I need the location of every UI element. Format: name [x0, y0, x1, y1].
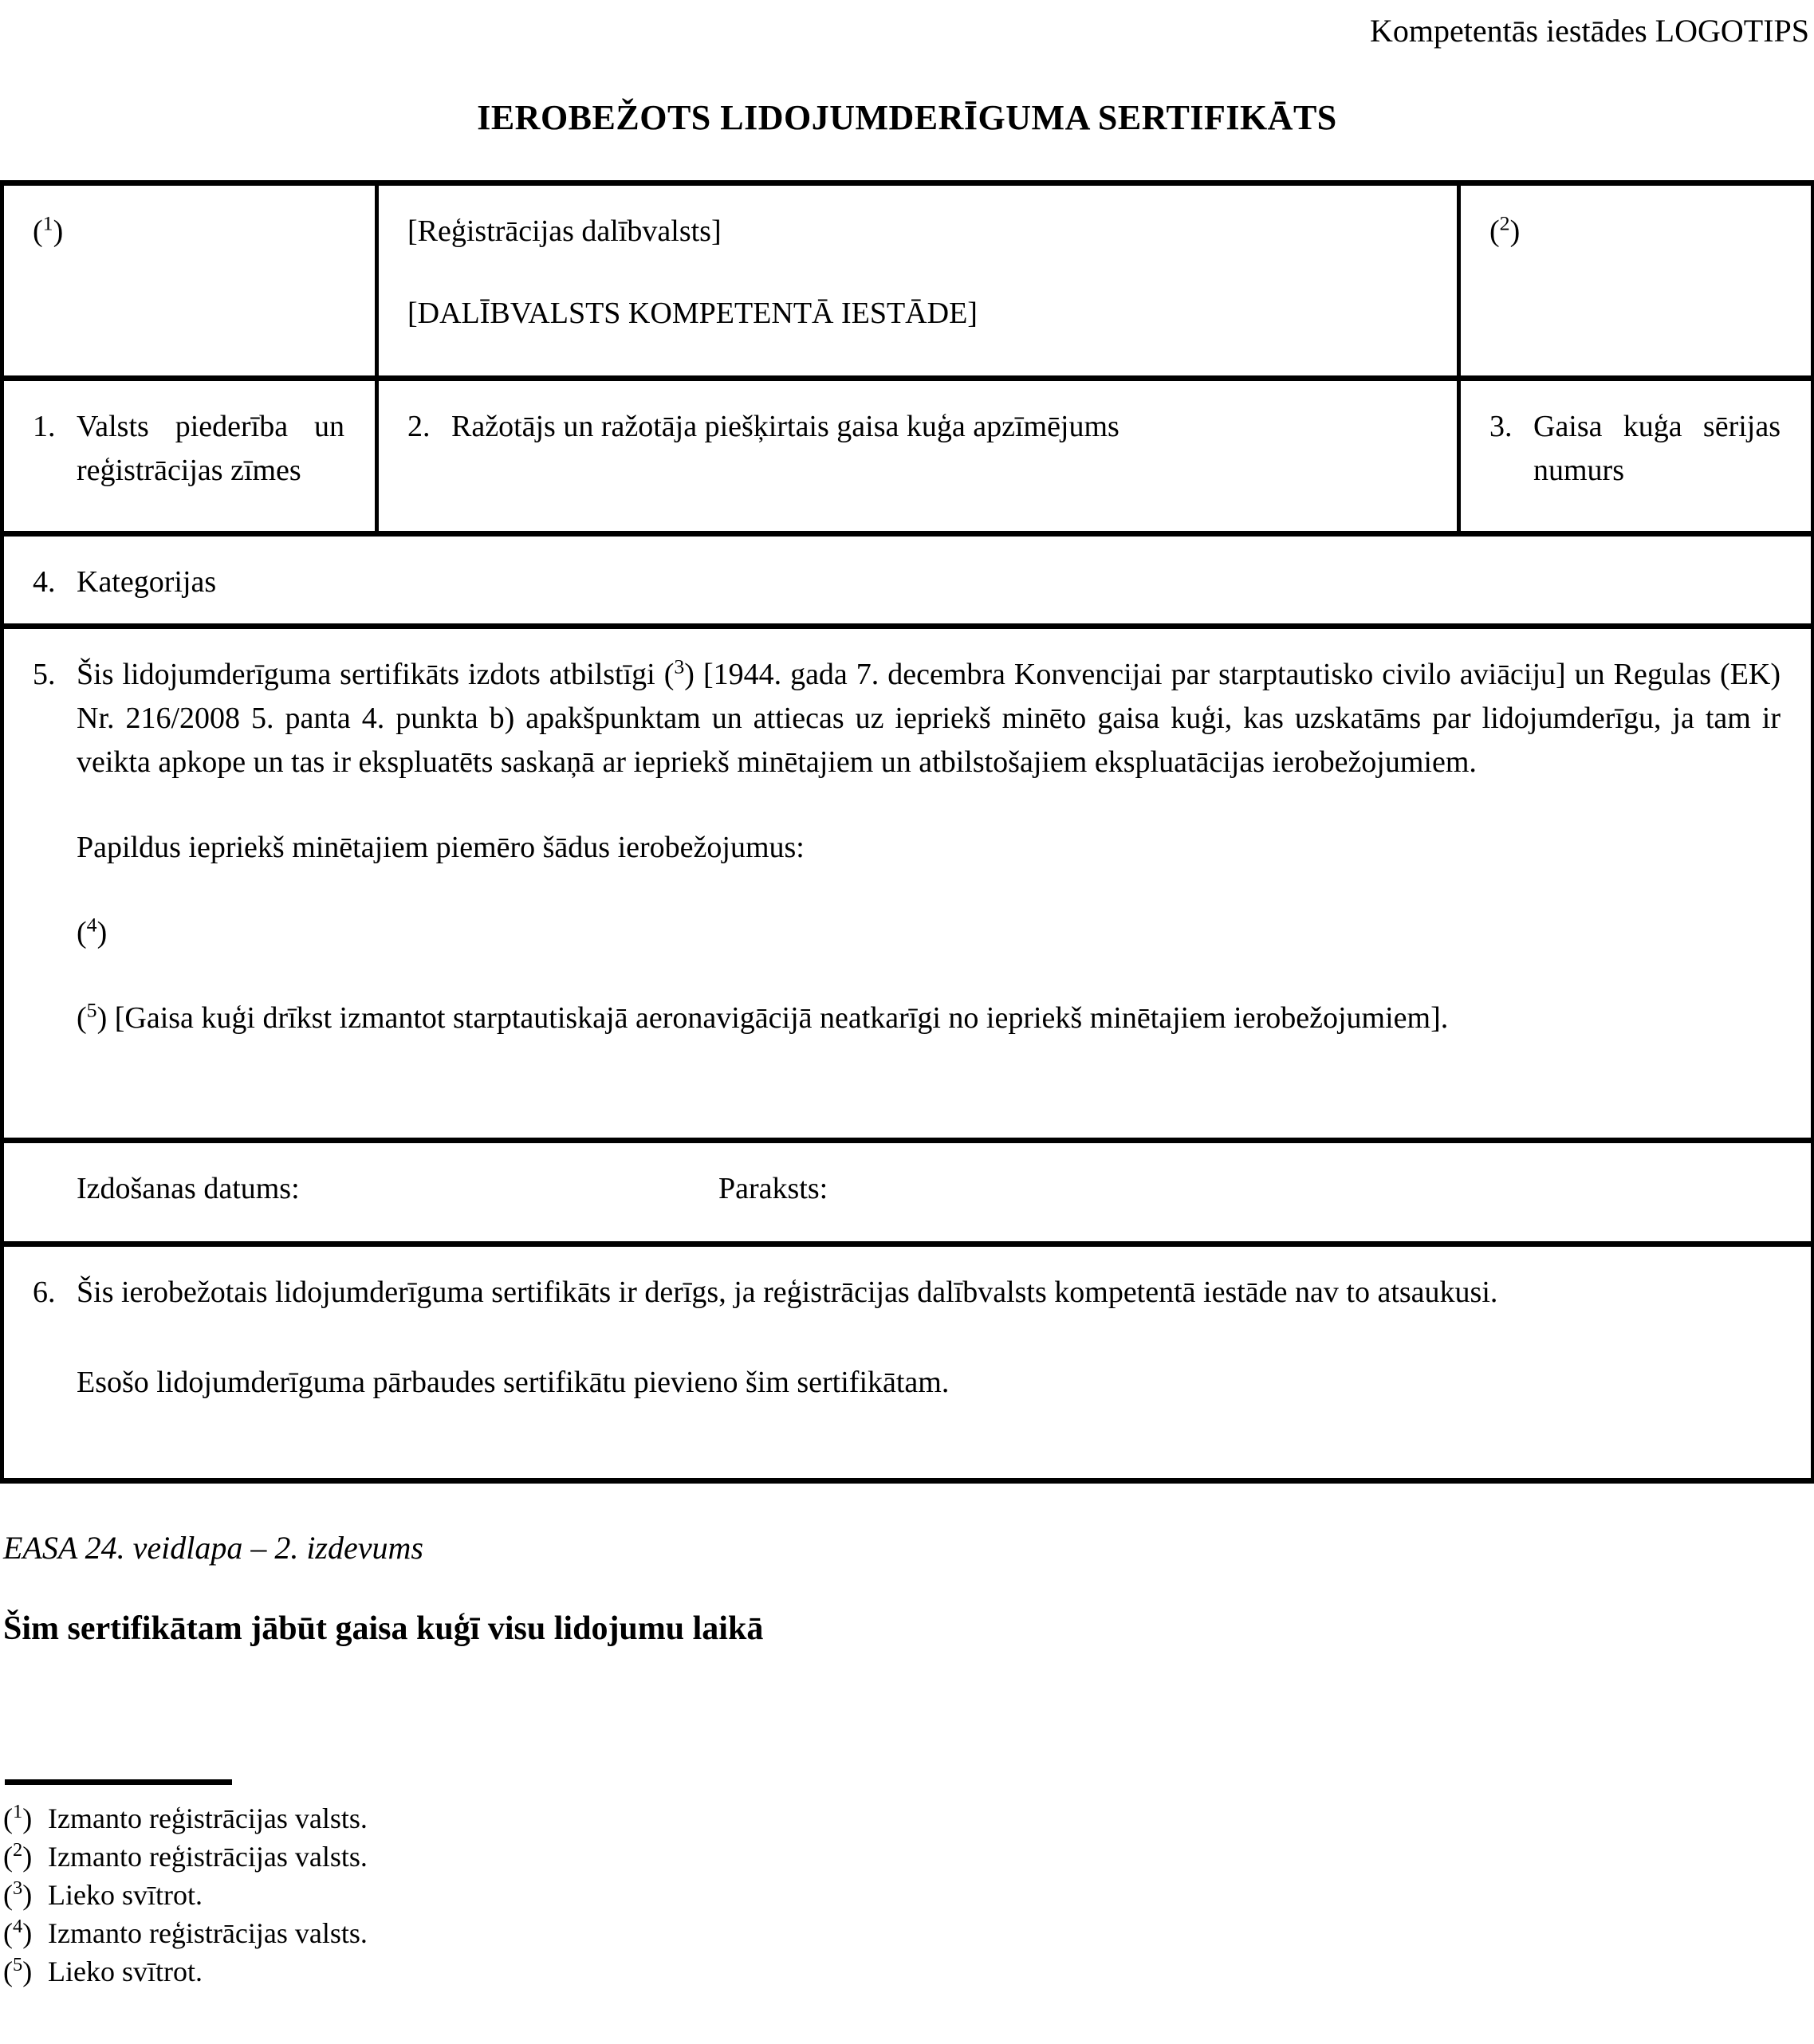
footnote-marker-2: ( $^2$ ) [3, 1841, 32, 1873]
table-row-item-6 [2, 1244, 1813, 1480]
signature-label: Paraksts: [718, 1171, 828, 1205]
cell-item6 [2, 1244, 1813, 1480]
item-6-review-certificate-note: Esošo lidojumderīguma pārbaudes sertifikātu pievieno šim sertifikātam. [77, 1365, 950, 1399]
item-6-validity-statement: 6. Šis ierobežotais lidojumderīguma sertifikāts ir derīgs, ja reģistrācijas dalībvalsts kompetentā iestāde nav to atsaukusi. [33, 1275, 1498, 1309]
footnote-text: Izmanto reģistrācijas valsts. [48, 1841, 368, 1873]
table-row-item-4 [2, 533, 1813, 626]
table-row-header [2, 183, 1813, 378]
footnote-text: Lieko svītrot. [48, 1956, 203, 1987]
cell-item4 [2, 533, 1813, 626]
item-5-additional-limitations-intro: Papildus iepriekš minētajiem piemēro šādus ierobežojumus: [77, 831, 805, 865]
footnotes-section [3, 1779, 1119, 1991]
footnote [3, 1876, 1119, 1914]
footnote [3, 1952, 1119, 1991]
footnote-divider [5, 1779, 232, 1785]
cell-item1 [2, 378, 377, 533]
footnote [3, 1799, 1119, 1838]
footnote-text: Izmanto reģistrācijas valsts. [48, 1802, 368, 1834]
footnote-marker-1: ( $^1$ ) [3, 1802, 32, 1834]
item-1-nationality-marks: 1. Valsts piederība un reģistrācijas zīmes [33, 409, 344, 487]
footnote [3, 1838, 1119, 1876]
page-title: IEROBEŽOTS LIDOJUMDERĪGUMA SERTIFIKĀTS [477, 98, 1337, 137]
form-reference: EASA 24. veidlapa – 2. izdevums [3, 1529, 423, 1566]
footnote-marker-3: ( $^3$ ) [3, 1879, 32, 1911]
footnote-ref-4: ( $^4$ ) [77, 916, 107, 949]
item-5-limitations-placeholder [33, 911, 1781, 955]
item-5-international-navigation: ( $^5$ ) [Gaisa kuģi drīkst izmantot starptautiskajā aeronavigācijā neatkarīgi no iepriekš minētajiem ierobežojumiem]. [33, 996, 1781, 1040]
registration-member-state: [Reģistrācijas dalībvalsts] [407, 214, 722, 248]
table-row-issue-signature [2, 1140, 1813, 1244]
certificate-table [0, 180, 1814, 1484]
table-row-item-5 [2, 626, 1813, 1140]
issue-date-label: Izdošanas datums: [77, 1171, 300, 1205]
footnote-ref-5: ( $^5$ ) [77, 1001, 107, 1035]
footnote-ref-3: ( $^3$ ) [664, 658, 695, 691]
footnote-text: Lieko svītrot. [48, 1879, 203, 1911]
footnote-marker-4: ( $^4$ ) [3, 1917, 32, 1949]
item-5-basis-statement: 5. Šis lidojumderīguma sertifikāts izdots atbilstīgi ( $^3$ ) [1944. gada 7. decembra Konvencijai par starptautisko civilo aviāciju] un Regulas (EK) Nr. 216/2008 5. panta 4. punkta b) apakšpunktam un attiecas uz iepriekš minēto gaisa kuģi, kas uzskatāms par lidojumderīgu, ja tam ir veikta apkope un tas ir ekspluatēts saskaņā ar iepriekš minētajiem un atbilstošajiem ekspluatācijas ierobežojumiem. [33, 653, 1781, 784]
cell-item2 [377, 378, 1459, 533]
footnote-ref-2: ( $^2$ ) [1489, 214, 1520, 248]
cell-item5 [2, 626, 1813, 1140]
cell-authority-ref [1459, 183, 1813, 378]
item-3-serial-number: 3. Gaisa kuģa sērijas numurs [1489, 409, 1781, 487]
cell-item3 [1459, 378, 1813, 533]
table-row-items-1-2-3 [2, 378, 1813, 533]
competent-authority-logo-placeholder: Kompetentās iestādes LOGOTIPS [1369, 13, 1809, 49]
footnote-text: Izmanto reģistrācijas valsts. [48, 1917, 368, 1949]
cell-reg-state-ref [2, 183, 377, 378]
footnote-ref-1: ( $^1$ ) [33, 214, 63, 248]
footnote [3, 1914, 1119, 1952]
carriage-notice: Šim sertifikātam jābūt gaisa kuģī visu lidojumu laikā [3, 1610, 764, 1647]
footnote-marker-5: ( $^5$ ) [3, 1956, 32, 1987]
member-state-competent-authority: [DALĪBVALSTS KOMPETENTĀ IESTĀDE] [407, 296, 978, 330]
item-4-categories: 4. Kategorijas [33, 564, 217, 599]
cell-issue-signature [2, 1140, 1813, 1244]
item-2-manufacturer-designation: 2. Ražotājs un ražotāja piešķirtais gaisa kuģa apzīmējums [407, 409, 1119, 443]
cell-member-state [377, 183, 1459, 378]
